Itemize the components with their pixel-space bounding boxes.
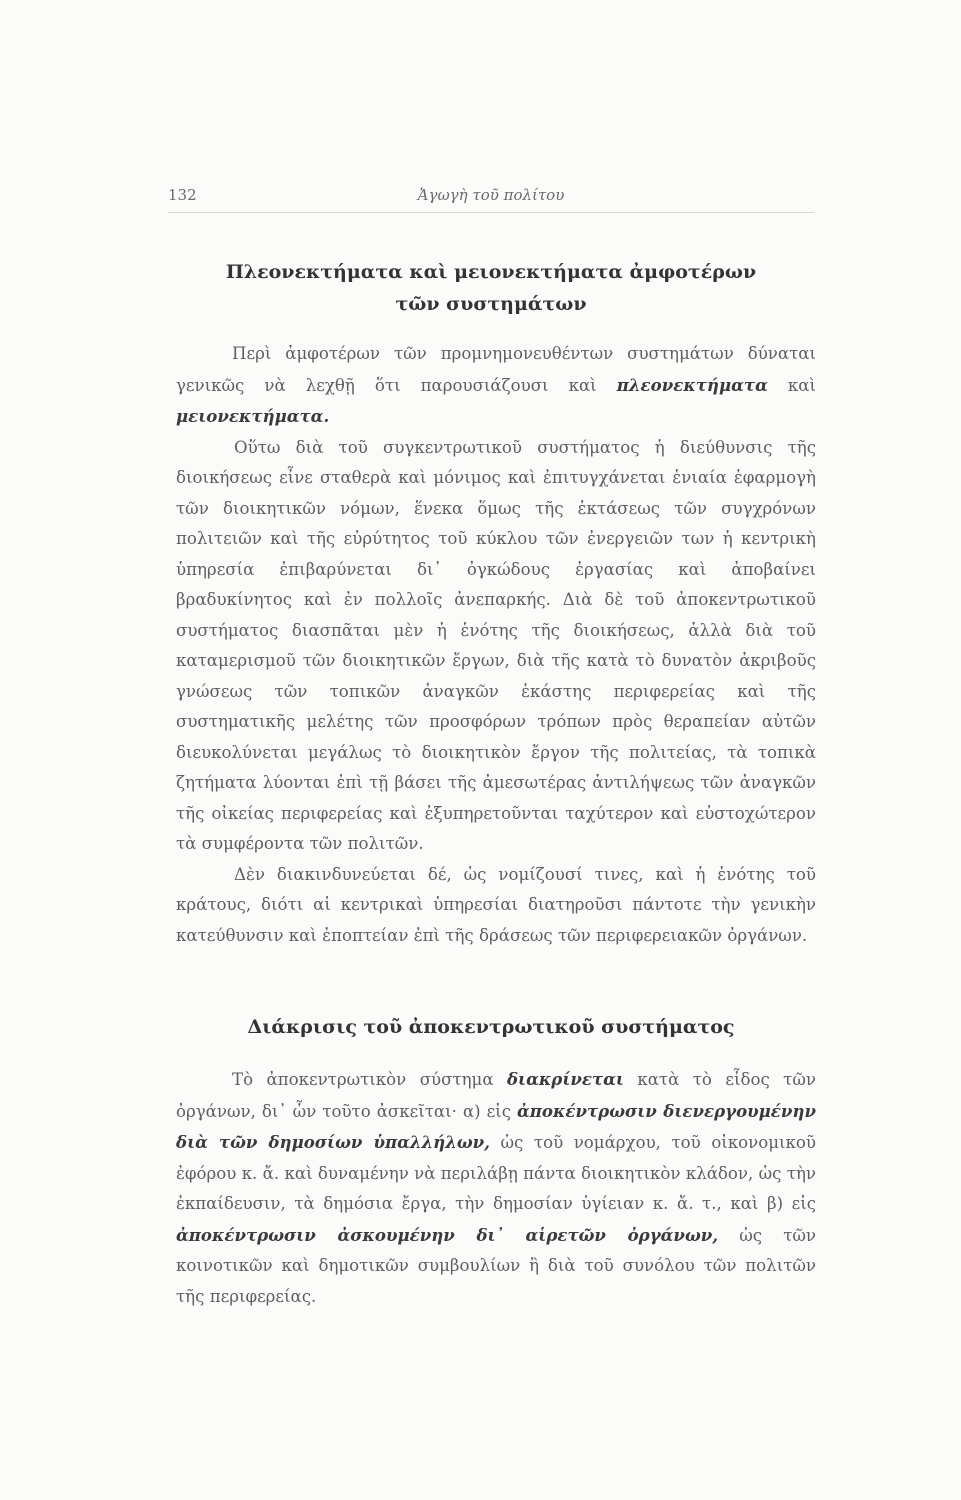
text-run: κατὰ τὸ εἶδος τῶν ὀργάνων, δι᾽ ὧν τοῦτο ἀσκεῖται· α) εἰς bbox=[176, 1070, 816, 1121]
text-run: Περὶ ἀμφοτέρων τῶν προμνημονευθέντων συστημάτων δύναται γενικῶς νὰ λεχθῇ ὅτι παρουσιάζουσι καὶ bbox=[176, 344, 816, 395]
heading-line-2: τῶν συστημάτων bbox=[395, 293, 587, 315]
heading-line-1: Πλεονεκτήματα καὶ μειονεκτήματα ἀμφοτέρων bbox=[225, 261, 757, 283]
emphasis-disadvantages: μειονεκτήματα. bbox=[176, 406, 330, 426]
text-run: καὶ bbox=[787, 375, 817, 395]
emphasis-advantages: πλεονεκτήματα bbox=[616, 374, 768, 395]
emphasis-officials: ἀποκέντρωσιν διενεργουμένην διὰ τῶν δημοσίων ὑπαλλήλων, bbox=[176, 1100, 816, 1152]
paragraph-unity: Δὲν διακινδυνεύεται δέ, ὡς νομίζουσί τινες, καὶ ἡ ἑνότης τοῦ κράτους, διότι αἱ κεντρικαὶ ὑπηρεσίαι διατηροῦσι πάντοτε τὴν γενικὴν κατεύθυνσιν καὶ ἐποπτείαν ἐπὶ τῆς δράσεως τῶν περιφερειακῶν ὀργάνων. bbox=[176, 864, 816, 945]
running-header bbox=[168, 186, 814, 213]
section-heading-distinction: Διάκρισις τοῦ ἀποκεντρωτικοῦ συστήματος bbox=[247, 1016, 735, 1038]
paragraph-intro bbox=[176, 339, 816, 433]
emphasis-distinguished: διακρίνεται bbox=[506, 1069, 624, 1089]
section-heading-advantages bbox=[168, 256, 814, 320]
text-run: Τὸ ἀποκεντρωτικὸν σύστημα bbox=[232, 1070, 494, 1089]
emphasis-elected-bodies: ἀποκέντρωσιν ἀσκουμένην δι᾽ αἱρετῶν ὀργάνων, bbox=[176, 1224, 719, 1245]
paragraph-comparison: Οὕτω διὰ τοῦ συγκεντρωτικοῦ συστήματος ἡ διεύθυνσις τῆς διοικήσεως εἶνε σταθερὰ καὶ μόνιμος καὶ ἐπιτυγχάνεται ἑνιαία ἐφαρμογὴ τῶν διοικητικῶν νόμων, ἕνεκα ὅμως τῆς ἐκτάσεως τῶν συγχρόνων πολιτειῶν καὶ τῆς εὐρύτητος τοῦ κύκλου τῶν ἐνεργειῶν των ἡ κεντρικὴ ὑπηρεσία ἐπιβαρύνεται δι᾽ ὀγκώδους ἐργασίας καὶ ἀποβαίνει βραδυκίνητος καὶ ἐν πολλοῖς ἀνεπαρκής. Διὰ δὲ τοῦ ἀποκεντρωτικοῦ συστήματος διασπᾶται μὲν ἡ ἑνότης τῆς διοικήσεως, ἀλλὰ διὰ τοῦ καταμερισμοῦ τῶν διοικητικῶν ἔργων, διὰ τῆς κατὰ τὸ δυνατὸν ἀκριβοῦς γνώσεως τῶν τοπικῶν ἀναγκῶν ἑκάστης περιφερείας καὶ τῆς συστηματικῆς μελέτης τῶν προσφόρων τρόπων πρὸς θεραπείαν αὐτῶν διευκολύνεται μεγάλως τὸ διοικητικὸν ἔργον τῆς πολιτείας, τὰ τοπικὰ ζητήματα λύονται ἐπὶ τῇ βάσει τῆς ἀμεσωτέρας ἀντιλήψεως τῶν ἀναγκῶν τῆς οἰκείας περιφερείας καὶ ἐξυπηρετοῦνται ταχύτερον καὶ εὐστοχώτερον τὰ συμφέροντα τῶν πολιτῶν. bbox=[176, 437, 816, 853]
section-body-distinction bbox=[176, 1064, 816, 1312]
section-body-advantages bbox=[176, 339, 816, 951]
running-title: Ἀγωγὴ τοῦ πολίτου bbox=[417, 186, 565, 204]
paragraph-distinction bbox=[176, 1064, 816, 1312]
page-number: 132 bbox=[168, 186, 197, 204]
text-run: ὡς τοῦ νομάρχου, τοῦ οἰκονομικοῦ ἐφόρου κ. ἄ. καὶ δυναμένην νὰ περιλάβῃ πάντα διοικητικὸν κλάδον, ὡς τὴν ἐκπαίδευσιν, τὰ δημόσια ἔργα, τὴν δημοσίαν ὑγίειαν κ. ἄ. τ., καὶ β) εἰς bbox=[176, 1133, 816, 1213]
text-run: ὡς τῶν κοινοτικῶν καὶ δημοτικῶν συμβουλίων ἢ διὰ τοῦ συνόλου τῶν πολιτῶν τῆς περιφερείας. bbox=[176, 1225, 817, 1306]
